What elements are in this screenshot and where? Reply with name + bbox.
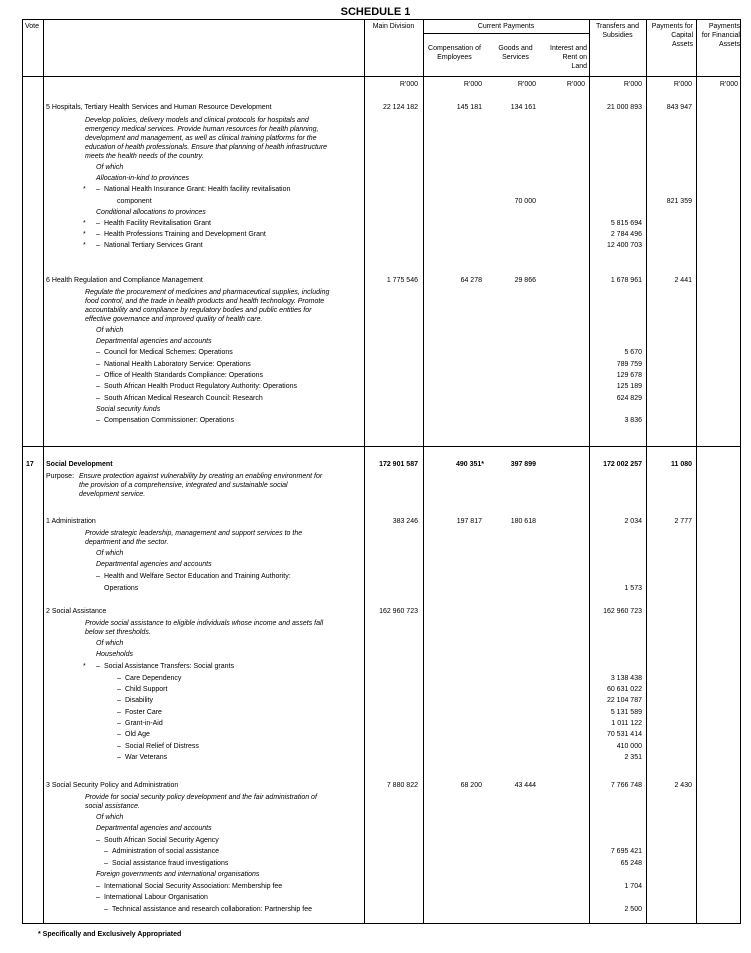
- unit-interest: R'000: [566, 81, 585, 88]
- v17-main: 172 901 587: [379, 461, 418, 468]
- dash-marker: –: [117, 720, 121, 727]
- grant-label: Social Relief of Distress: [125, 743, 199, 750]
- p6-entity-label: Compensation Commissioner: Operations: [104, 417, 234, 424]
- p2-desc-line: below set thresholds.: [85, 629, 151, 636]
- p1-comp: 197 817: [456, 518, 482, 525]
- header-compensation: Compensation of Employees: [428, 45, 481, 61]
- p5-desc-line: Develop policies, delivery models and clinical protocols for hospitals and: [85, 117, 309, 124]
- p5-desc-line: development and management, as well as clinical training platforms for the: [85, 135, 317, 142]
- p1-goods: 180 618: [510, 518, 536, 525]
- current-payments-underline: [423, 33, 589, 34]
- dash-marker: –: [117, 675, 121, 682]
- header-main-division: Main Division: [372, 23, 415, 30]
- dash-marker: –: [96, 220, 100, 227]
- p5-nhi-label-cont: component: [117, 198, 152, 205]
- p1-transfers: 2 034: [624, 518, 642, 525]
- p1-entity-label: Health and Welfare Sector Education and Training Authority:: [104, 573, 291, 580]
- p3-of-which: Of which: [96, 814, 124, 821]
- programme-3-title: 3 Social Security Policy and Administration: [46, 782, 179, 789]
- asterisk-marker: *: [83, 220, 86, 227]
- p6-desc-line: accountability and compliance by regulatory bodies and public entities for: [85, 307, 312, 314]
- grant-label: Disability: [125, 697, 154, 704]
- col-divider: [696, 20, 697, 923]
- p3-entity-value: 1 704: [624, 883, 642, 890]
- header-bottom-line: [23, 76, 740, 77]
- dash-marker: –: [117, 743, 121, 750]
- p2-desc-line: Provide social assistance to eligible individuals whose income and assets fall: [85, 620, 324, 627]
- asterisk-marker: *: [83, 663, 86, 670]
- p3-desc-line: Provide for social security policy development and the fair administration of: [85, 794, 317, 801]
- p5-main: 22 124 182: [382, 104, 418, 111]
- vote-separator: [23, 446, 740, 447]
- p1-entity-value: 1 573: [624, 585, 642, 592]
- p3-foreign-heading: Foreign governments and international organisations: [96, 871, 260, 878]
- dash-marker: –: [96, 883, 100, 890]
- p6-of-which: Of which: [96, 327, 124, 334]
- grant-label: Child Support: [125, 686, 168, 693]
- purpose-label: Purpose:: [46, 473, 75, 480]
- dash-marker: –: [117, 731, 121, 738]
- dash-marker: –: [96, 573, 100, 580]
- p1-desc-line: Provide strategic leadership, management and support services to the: [85, 530, 303, 537]
- header-goods: Goods and Services: [498, 45, 533, 61]
- v17-goods: 397 899: [510, 461, 536, 468]
- p5-nhi-label: National Health Insurance Grant: Health facility revitalisation: [104, 186, 291, 193]
- dash-marker: –: [104, 848, 108, 855]
- grant-label: War Veterans: [125, 754, 168, 761]
- purpose-line: the provision of a comprehensive, integrated and sustainable social: [79, 482, 288, 489]
- col-divider: [43, 20, 44, 923]
- p2-of-which: Of which: [96, 640, 124, 647]
- dash-marker: –: [117, 709, 121, 716]
- p1-capital: 2 777: [674, 518, 692, 525]
- p6-entity-value: 129 678: [616, 372, 642, 379]
- p5-capital: 843 947: [666, 104, 692, 111]
- dash-marker: –: [96, 372, 100, 379]
- purpose-line: Ensure protection against vulnerability by creating an enabling environment for: [79, 473, 323, 480]
- vote-number: 17: [26, 461, 34, 468]
- p5-grant-label: Health Professions Training and Development Grant: [104, 231, 266, 238]
- grant-label: Old Age: [125, 731, 150, 738]
- programme-5-title: 5 Hospitals, Tertiary Health Services and Human Resource Development: [46, 104, 272, 111]
- p5-nhi-goods: 70 000: [514, 198, 536, 205]
- unit-financial: R'000: [719, 81, 738, 88]
- p6-capital: 2 441: [674, 277, 692, 284]
- p2-households-heading: Households: [96, 651, 133, 658]
- p2-transfers: 162 960 723: [603, 608, 642, 615]
- p6-entity-value: 5 670: [624, 349, 642, 356]
- grant-value: 22 104 787: [606, 697, 642, 704]
- p6-entity-label: Council for Medical Schemes: Operations: [104, 349, 233, 356]
- p6-desc-line: food control, and the trade in health products and health technology. Promote: [85, 298, 325, 305]
- p3-desc-line: social assistance.: [85, 803, 140, 810]
- dash-marker: –: [96, 663, 100, 670]
- grant-label: Grant-in-Aid: [125, 720, 163, 727]
- p6-goods: 29 866: [514, 277, 536, 284]
- footnote: * Specifically and Exclusively Appropriated: [38, 931, 182, 938]
- grant-value: 2 351: [624, 754, 642, 761]
- grant-value: 70 531 414: [606, 731, 642, 738]
- p3-entity-value: 65 248: [620, 860, 642, 867]
- dash-marker: –: [117, 697, 121, 704]
- p1-dept-heading: Departmental agencies and accounts: [96, 561, 212, 568]
- dash-marker: –: [96, 349, 100, 356]
- header-financial: Payments for Financial Assets: [701, 23, 740, 48]
- unit-capital: R'000: [673, 81, 692, 88]
- p3-entity-value: 7 695 421: [610, 848, 642, 855]
- grant-value: 5 131 589: [610, 709, 642, 716]
- p5-grant-label: Health Facility Revitalisation Grant: [104, 220, 211, 227]
- dash-marker: –: [117, 754, 121, 761]
- p5-goods: 134 161: [510, 104, 536, 111]
- p6-desc-line: Regulate the procurement of medicines and pharmaceutical supplies, including: [85, 289, 330, 296]
- dash-marker: –: [96, 361, 100, 368]
- unit-transfers: R'000: [623, 81, 642, 88]
- p3-entity-label: International Labour Organisation: [104, 894, 208, 901]
- dash-marker: –: [96, 242, 100, 249]
- p2-main: 162 960 723: [379, 608, 418, 615]
- p3-comp: 68 200: [460, 782, 482, 789]
- v17-capital: 11 080: [670, 461, 692, 468]
- p6-main: 1 775 546: [386, 277, 418, 284]
- vote-title: Social Development: [46, 461, 113, 468]
- schedule-table: [22, 19, 741, 924]
- p3-main: 7 880 822: [386, 782, 418, 789]
- p5-comp: 145 181: [456, 104, 482, 111]
- p5-allocation-heading: Allocation-in-kind to provinces: [96, 175, 189, 182]
- p6-entity-label: South African Health Product Regulatory Authority: Operations: [104, 383, 297, 390]
- p6-entity-value: 3 836: [624, 417, 642, 424]
- p3-capital: 2 430: [674, 782, 692, 789]
- p5-grant-value: 12 400 703: [606, 242, 642, 249]
- p3-entity-label: International Social Security Association: Membership fee: [104, 883, 283, 890]
- header-transfers: Transfers and Subsidies: [596, 23, 639, 39]
- p1-of-which: Of which: [96, 550, 124, 557]
- grant-value: 3 138 438: [610, 675, 642, 682]
- p5-desc-line: meets the health needs of the country.: [85, 153, 204, 160]
- programme-6-title: 6 Health Regulation and Compliance Management: [46, 277, 203, 284]
- grant-value: 1 011 122: [611, 720, 642, 727]
- p6-desc-line: effective governance and improved quality of health care.: [85, 316, 263, 323]
- dash-marker: –: [117, 686, 121, 693]
- p3-sassa-label: South African Social Security Agency: [104, 837, 219, 844]
- p3-goods: 43 444: [514, 782, 536, 789]
- p5-conditional-heading: Conditional allocations to provinces: [96, 209, 206, 216]
- p5-grant-value: 5 815 694: [610, 220, 642, 227]
- header-capital: Payments for Capital Assets: [651, 23, 693, 48]
- p5-desc-line: education of health professionals. Ensure that planning of health infrastructure: [85, 144, 328, 151]
- asterisk-marker: *: [83, 242, 86, 249]
- p6-dept-heading: Departmental agencies and accounts: [96, 338, 212, 345]
- v17-comp: 490 351*: [455, 461, 484, 468]
- header-current-payments: Current Payments: [477, 23, 535, 30]
- p5-grant-value: 2 784 496: [610, 231, 642, 238]
- p6-entity-value: 624 829: [616, 395, 642, 402]
- programme-2-title: 2 Social Assistance: [46, 608, 107, 615]
- dash-marker: –: [96, 395, 100, 402]
- asterisk-marker: *: [83, 186, 86, 193]
- p3-dept-heading: Departmental agencies and accounts: [96, 825, 212, 832]
- p1-main: 383 246: [392, 518, 418, 525]
- v17-transfers: 172 002 257: [603, 461, 642, 468]
- p6-transfers: 1 678 961: [610, 277, 642, 284]
- header-vote: Vote: [25, 23, 40, 30]
- p5-nhi-capital: 821 359: [666, 198, 692, 205]
- p5-of-which: Of which: [96, 164, 124, 171]
- page-title: SCHEDULE 1: [340, 6, 411, 18]
- p6-comp: 64 278: [460, 277, 482, 284]
- dash-marker: –: [96, 837, 100, 844]
- p3-entity-label: Social assistance fraud investigations: [112, 860, 229, 867]
- dash-marker: –: [96, 231, 100, 238]
- p6-entity-value: 125 189: [616, 383, 642, 390]
- programme-1-title: 1 Administration: [46, 518, 96, 525]
- p6-ssf-heading: Social security funds: [96, 406, 161, 413]
- dash-marker: –: [104, 860, 108, 867]
- dash-marker: –: [96, 894, 100, 901]
- grant-label: Foster Care: [125, 709, 162, 716]
- col-divider: [646, 20, 647, 923]
- asterisk-marker: *: [83, 231, 86, 238]
- p5-desc-line: emergency medical services. Provide human resources for health planning,: [85, 126, 319, 133]
- p1-entity-label-cont: Operations: [104, 585, 139, 592]
- grant-value: 410 000: [616, 743, 642, 750]
- purpose-line: development service.: [79, 491, 146, 498]
- col-divider: [364, 20, 365, 923]
- p3-entity-label: Technical assistance and research collaboration: Partnership fee: [112, 906, 313, 913]
- p6-entity-label: Office of Health Standards Compliance: Operations: [104, 372, 264, 379]
- col-divider: [589, 20, 590, 923]
- p3-entity-value: 2 500: [624, 906, 642, 913]
- grant-label: Care Dependency: [125, 675, 182, 682]
- unit-main: R'000: [399, 81, 418, 88]
- dash-marker: –: [96, 417, 100, 424]
- p1-desc-line: department and the sector.: [85, 539, 169, 546]
- p6-entity-label: South African Medical Research Council: Research: [104, 395, 263, 402]
- grant-value: 60 631 022: [606, 686, 642, 693]
- dash-marker: –: [96, 383, 100, 390]
- col-divider: [423, 20, 424, 923]
- p6-entity-label: National Health Laboratory Service: Operations: [104, 361, 251, 368]
- header-interest: Interest and Rent on Land: [550, 45, 587, 70]
- p6-entity-value: 789 759: [616, 361, 642, 368]
- p3-transfers: 7 766 748: [610, 782, 642, 789]
- dash-marker: –: [104, 906, 108, 913]
- p3-entity-label: Administration of social assistance: [112, 848, 219, 855]
- dash-marker: –: [96, 186, 100, 193]
- p5-transfers: 21 000 893: [606, 104, 642, 111]
- p2-sat-label: Social Assistance Transfers: Social grants: [104, 663, 234, 670]
- unit-comp: R'000: [463, 81, 482, 88]
- unit-goods: R'000: [517, 81, 536, 88]
- p5-grant-label: National Tertiary Services Grant: [104, 242, 203, 249]
